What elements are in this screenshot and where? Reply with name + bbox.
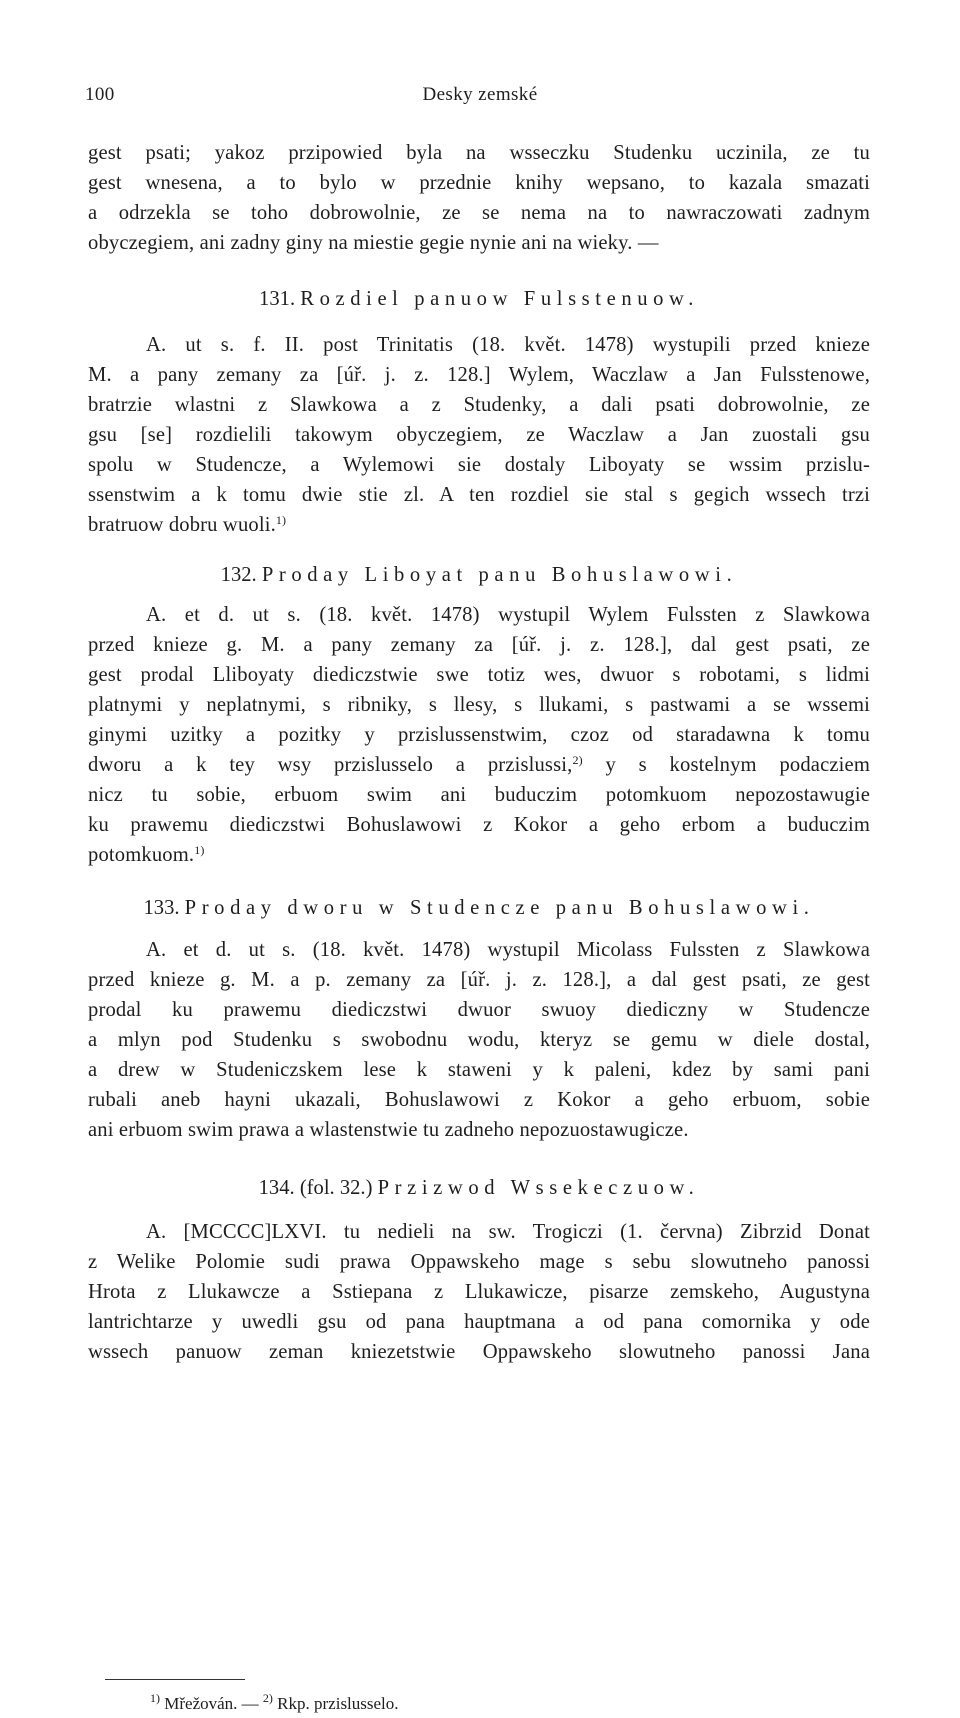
text-line: ku prawemu diediczstwi Bohuslawowi z Kokor a geho erbom a buduczim <box>88 814 870 836</box>
footnote-mark: 2) <box>262 1691 273 1705</box>
section-number: 132. <box>220 564 257 586</box>
section-133-heading <box>88 893 870 923</box>
text-line: ani erbuom swim prawa a wlastenstwie tu zadneho nepozuostawugicze. <box>88 1119 689 1141</box>
text-line: A. et d. ut s. (18. květ. 1478) wystupil Micolass Fulssten z Slawkowa <box>146 939 870 961</box>
section-132-heading <box>88 560 870 590</box>
section-132-body <box>88 600 870 870</box>
page-number: 100 <box>85 84 115 105</box>
section-number: 131. <box>259 288 296 310</box>
footnotes <box>150 1690 399 1718</box>
section-131-heading <box>88 284 870 314</box>
section-131-body <box>88 330 870 540</box>
line-text: potomkuom. <box>88 844 195 866</box>
text-line: ssenstwim a k tomu dwie stie zl. A ten rozdiel sie stal s gegich wssech trzi <box>88 484 870 506</box>
text-line: przed knieze g. M. a p. zemany za [úř. j. z. 128.], a dal gest psati, ze gest <box>88 969 870 991</box>
text-line: A. [MCCCC]LXVI. tu nedieli na sw. Trogiczi (1. června) Zibrzid Donat <box>146 1221 870 1243</box>
text-line: ginymi uzitky a pozitky y przislussenstwim, czoz od staradawna k tomu <box>88 724 870 746</box>
section-number: 133. <box>143 897 180 919</box>
footnote-text: Mřežován. — <box>160 1694 263 1713</box>
text-line: gsu [se] rozdielili takowym obyczegiem, ze Waczlaw a Jan zuostali gsu <box>88 424 870 446</box>
section-title: Proday Liboyat panu Bohuslawowi. <box>261 564 738 586</box>
text-line: bratrzie wlastni z Slawkowa a z Studenky, a dali psati dobrowolnie, ze <box>88 394 870 416</box>
text-line <box>88 510 870 540</box>
footnote-ref: 1) <box>194 843 205 857</box>
section-134-heading <box>88 1173 870 1203</box>
text-line: obyczegiem, ani zadny giny na miestie gegie nynie ani na wieky. — <box>88 232 659 254</box>
line-text: dworu a k tey wsy przislusselo a przislussi, <box>88 754 573 776</box>
intro-paragraph <box>88 138 870 258</box>
section-title: Proday dworu w Studencze panu Bohuslawowi. <box>184 897 815 919</box>
header-title: Desky zemské <box>422 84 538 105</box>
text-line: rubali aneb hayni ukazali, Bohuslawowi z Kokor a geho erbuom, sobie <box>88 1089 870 1111</box>
text-line: gest prodal Lliboyaty diediczstwie swe totiz wes, dwuor s robotami, s lidmi <box>88 664 870 686</box>
text-line: a drew w Studeniczskem lese k staweni y k paleni, kdez by sami pani <box>88 1059 870 1081</box>
footnote-mark: 1) <box>150 1691 160 1705</box>
folio-reference: (fol. 32.) <box>299 1177 373 1199</box>
running-head <box>0 84 960 108</box>
text-line: nicz tu sobie, erbuom swim ani buduczim potomkuom nepozostawugie <box>88 784 870 806</box>
text-line: a mlyn pod Studenku s swobodnu wodu, kteryz se gemu w diele dostal, <box>88 1029 870 1051</box>
section-title: Rozdiel panuow Fulsstenuow. <box>300 288 699 310</box>
section-number: 134. <box>258 1177 295 1199</box>
text-line: wssech panuow zeman kniezetstwie Oppawskeho slowutneho panossi Jana <box>88 1341 870 1363</box>
text-line: gest psati; yakoz przipowied byla na wsseczku Studenku uczinila, ze tu <box>88 142 870 164</box>
text-line: A. ut s. f. II. post Trinitatis (18. květ. 1478) wystupili przed knieze <box>146 334 870 356</box>
footnote-text: Rkp. przislusselo. <box>272 1694 399 1713</box>
footnote-divider <box>105 1679 245 1680</box>
text-line: platnymi y neplatnymi, s ribniky, s llesy, s llukami, s pastwami a se wssemi <box>88 694 870 716</box>
section-title: Przizwod Wssekeczuow. <box>377 1177 700 1199</box>
text-line: z Welike Polomie sudi prawa Oppawskeho mage s sebu slowutneho panossi <box>88 1251 870 1273</box>
text-line: lantrichtarze y uwedli gsu od pana hauptmana a od pana comornika y ode <box>88 1311 870 1333</box>
text-line: A. et d. ut s. (18. květ. 1478) wystupil Wylem Fulssten z Slawkowa <box>146 604 870 626</box>
text-line: M. a pany zemany za [úř. j. z. 128.] Wylem, Waczlaw a Jan Fulsstenowe, <box>88 364 870 386</box>
text-line: Hrota z Llukawcze a Sstiepana z Llukawicze, pisarze zemskeho, Augustyna <box>88 1281 870 1303</box>
line-text: y s kostelnym podacziem <box>582 754 870 776</box>
section-133-body <box>88 935 870 1145</box>
footnote-ref: 1) <box>275 513 287 527</box>
text-line <box>88 840 870 870</box>
line-text: bratruow dobru wuoli. <box>88 514 276 536</box>
text-line: gest wnesena, a to bylo w przednie knihy wepsano, to kazala smazati <box>88 172 870 194</box>
text-line <box>88 750 870 780</box>
text-line: a odrzekla se toho dobrowolnie, ze se nema na to nawraczowati zadnym <box>88 202 870 224</box>
text-line: spolu w Studencze, a Wylemowi sie dostaly Liboyaty se wssim przislu- <box>88 454 870 476</box>
footnote-ref: 2) <box>572 753 583 767</box>
text-line: przed knieze g. M. a pany zemany za [úř. j. z. 128.], dal gest psati, ze <box>88 634 870 656</box>
section-134-body <box>88 1217 870 1367</box>
text-line: prodal ku prawemu diediczstwi dwuor swuoy diediczny w Studencze <box>88 999 870 1021</box>
